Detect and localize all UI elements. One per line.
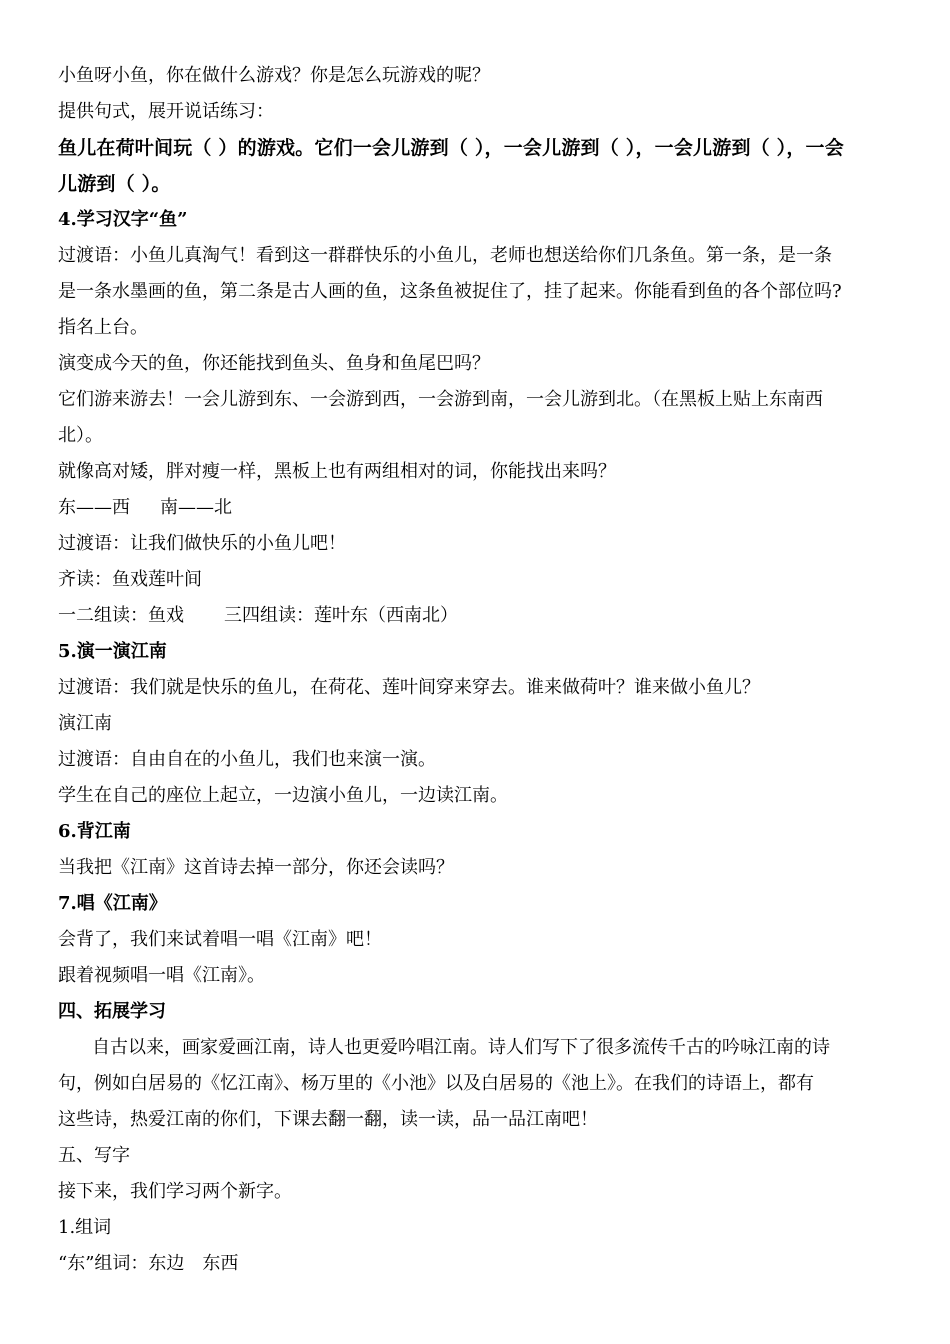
paragraph-sing-invite: 会背了，我们来试着唱一唱《江南》吧！ xyxy=(58,929,382,950)
paragraph-recite-question: 当我把《江南》这首诗去掉一部分，你还会读吗？ xyxy=(58,857,454,878)
paragraph-read-together: 齐读：鱼戏莲叶间 xyxy=(58,569,202,590)
paragraph-new-characters: 接下来，我们学习两个新字。 xyxy=(58,1181,292,1202)
paragraph-students-stand: 学生在自己的座位上起立，一边演小鱼儿，一边读江南。 xyxy=(58,785,508,806)
transition-fish-line-1: 过渡语：小鱼儿真淘气！看到这一群群快乐的小鱼儿，老师也想送给你们几条鱼。第一条，是一条 xyxy=(58,245,832,266)
extension-line-1: 自古以来，画家爱画江南，诗人也更爱吟唱江南。诗人们写下了很多流传千古的吟咏江南的诗 xyxy=(92,1037,830,1058)
opposite-pairs xyxy=(58,496,898,520)
paragraph-directions-line-2: 北）。 xyxy=(58,425,103,446)
paragraph-opposites: 就像高对矮，胖对瘦一样，黑板上也有两组相对的词，你能找出来吗？ xyxy=(58,461,616,482)
extension-line-2: 句，例如白居易的《忆江南》、杨万里的《小池》以及白居易的《池上》。在我们的诗语上，都有 xyxy=(58,1073,814,1094)
pair-east-west: 东——西 xyxy=(58,497,130,518)
paragraph-directions-line-1: 它们游来游去！一会儿游到东、一会游到西，一会游到南，一会儿游到北。（在黑板上贴上东南西 xyxy=(58,389,823,410)
paragraph-act-jiangnan: 演江南 xyxy=(58,713,112,734)
extension-line-3: 这些诗，热爱江南的你们，下课去翻一翻，读一读，品一品江南吧！ xyxy=(58,1109,598,1130)
group-three-four: 三四组读：莲叶东（西南北） xyxy=(224,605,458,626)
paragraph-group-reading xyxy=(58,604,898,628)
transition-fish-line-2: 是一条水墨画的鱼，第二条是古人画的鱼，这条鱼被捉住了，挂了起来。你能看到鱼的各个部位吗? xyxy=(58,281,842,302)
paragraph-sing-video: 跟着视频唱一唱《江南》。 xyxy=(58,965,265,986)
paragraph-sentence-prompt: 提供句式，展开说话练习： xyxy=(58,101,274,122)
heading-recite: 6.背江南 xyxy=(58,821,131,842)
heading-extension: 四、拓展学习 xyxy=(58,1001,166,1022)
heading-learn-fish: 4.学习汉字“鱼” xyxy=(58,209,188,230)
transition-free-fish: 过渡语：自由自在的小鱼儿，我们也来演一演。 xyxy=(58,749,436,770)
heading-sing: 7.唱《江南》 xyxy=(58,893,167,914)
transition-act-roles: 过渡语：我们就是快乐的鱼儿，在荷花、莲叶间穿来穿去。谁来做荷叶？谁来做小鱼儿？ xyxy=(58,677,760,698)
sentence-pattern-line-2: 儿游到（ ）。 xyxy=(58,173,171,195)
east-words-label: “东”组词：东边 xyxy=(58,1253,185,1274)
word-building-east xyxy=(58,1252,898,1276)
paragraph-modern-fish: 演变成今天的鱼，你还能找到鱼头、鱼身和鱼尾巴吗？ xyxy=(58,353,490,374)
transition-happy-fish: 过渡语：让我们做快乐的小鱼儿吧！ xyxy=(58,533,346,554)
paragraph-call-student: 指名上台。 xyxy=(58,317,148,338)
group-one-two: 一二组读：鱼戏 xyxy=(58,605,184,626)
sentence-pattern-line-1: 鱼儿在荷叶间玩（ ）的游戏。它们一会儿游到（ ），一会儿游到（ ），一会儿游到（ ），一会 xyxy=(58,137,844,159)
heading-word-building: 1.组词 xyxy=(58,1217,112,1238)
paragraph-question: 小鱼呀小鱼，你在做什么游戏？你是怎么玩游戏的呢？ xyxy=(58,65,490,86)
east-word-dongxi: 东西 xyxy=(202,1253,239,1274)
heading-act-jiangnan: 5.演一演江南 xyxy=(58,641,167,662)
pair-south-north: 南——北 xyxy=(160,497,232,518)
heading-writing: 五、写字 xyxy=(58,1145,130,1166)
